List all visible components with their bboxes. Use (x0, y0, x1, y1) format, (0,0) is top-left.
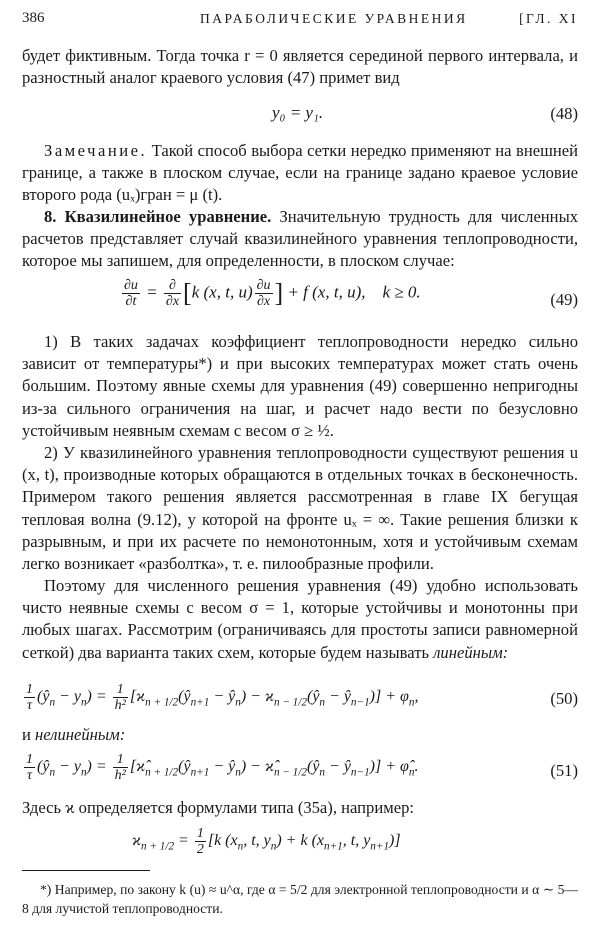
kappa-definition: Здесь ϰ определяется формулами типа (35а), например: (22, 798, 414, 817)
item-1-paragraph: 1) В таких задачах коэффициент теплопроводности нередко сильно зависит от температуры*) и при высоких температурах может стать очень большим. Поэтому явные схемы для уравнения (49) совершенно непригодны из-за сильного ограничения на шаг, и расчет надо вести по безусловно устойчивым неявным схемам с весом σ ≥ ½. (22, 332, 578, 440)
footnote: *) Например, по закону k (u) ≈ u^α, где α = 5/2 для электронной теплопроводности и α ∼ 5—8 для лучистой теплопроводности. (22, 882, 578, 916)
section-8-heading: 8. Квазилинейное уравнение. (44, 207, 272, 226)
equation-50-number: (50) (550, 689, 578, 708)
remark-paragraph (22, 140, 578, 207)
paragraph-intro: будет фиктивным. Тогда точка r = 0 является серединой первого интервала, и разностный аналог краевого условия (47) примет вид (22, 46, 578, 88)
equation-49: $\frac{\partial u}{\partial t}$ = $\frac{\partial}{\partial x}$ [k (x, t, u) $\frac{\partial u}{\partial x}$ ] + f (x, t, u), k ≥ 0. (124, 278, 421, 309)
remark-label: Замечание. (44, 141, 148, 160)
nonlinear-word: нелинейным: (35, 725, 126, 744)
equation-48: y₀ = y₁. (272, 103, 324, 122)
chapter-label: [ГЛ. XI (519, 11, 578, 26)
equation-49-number: (49) (550, 290, 578, 309)
linear-word: линейным: (433, 642, 509, 662)
kappa-formula: $ϰ_{n + 1/2}$ = $\frac{1}{2}$ [k ($x_n$, t, $y_n) + k$ ($x_{n+1}$, t, $y_{n+1}$)] (132, 826, 401, 857)
footnote-rule (22, 870, 150, 871)
section-8-paragraph (22, 206, 578, 273)
item-2-paragraph: 2) У квазилинейного уравнения теплопроводности существуют решения u (x, t), производные которых обращаются в отдельных точках в бесконечность. Примером такого решения является рассмотренная в главе IX бегущая тепловая волна (9.12), у которой на фронте uₓ = ∞. Такие решения близки к разрывным, и при их расчете по немонотонным, хотя и устойчивым схемам легко возникает «разболтка», т. е. пилообразные профили. (22, 443, 578, 574)
equation-50: $\frac{1}{\tau}$ $(ŷ_n - y_n)$ = $\frac{1}{\text{h²}}$ [$ϰ_{n + 1/2}(ŷ_{n+1}$ − $ŷ_n$) − $ϰ_{n - 1/2}(ŷ_n$ − $ŷ_{n-1})] + \varphi_n$, (26, 682, 419, 713)
nonlinear-label: и нелинейным: (22, 725, 126, 744)
therefore-paragraph: Поэтому для численного решения уравнения (49) удобно использовать чисто неявные схемы с весом σ = 1, которые устойчивы и монотонны при любых шагах. Рассмотрим (ограничиваясь для простоты записи равномерной сеткой) два варианта таких схем, которые будем называть линейным: (22, 576, 578, 662)
running-title: ПАРАБОЛИЧЕСКИЕ УРАВНЕНИЯ (200, 11, 468, 26)
page-number: 386 (22, 10, 45, 26)
equation-48-number: (48) (550, 104, 578, 123)
remark-text: Такой способ выбора сетки нередко применяют на внешней границе, а также в плоском случае, если на границе задано краевое условие второго рода (uₓ)гран = μ (t). (22, 141, 578, 205)
section-8-text: Значительную трудность для численных расчетов представляет случай квазилинейного уравнения теплопроводности, которое мы запишем, для определенности, в плоском случае: (22, 207, 579, 271)
equation-51-number: (51) (550, 761, 578, 780)
equation-51: $\frac{1}{\tau}$ $(ŷ_n - y_n)$ = $\frac{1}{\text{h²}}$ [$ϰ̂_{n + 1/2}(ŷ_{n+1}$ − $ŷ_n$) − $ϰ̂_{n - 1/2}(ŷ_n$ − $ŷ_{n-1}$)] + $\varphî_n$. (26, 752, 419, 783)
